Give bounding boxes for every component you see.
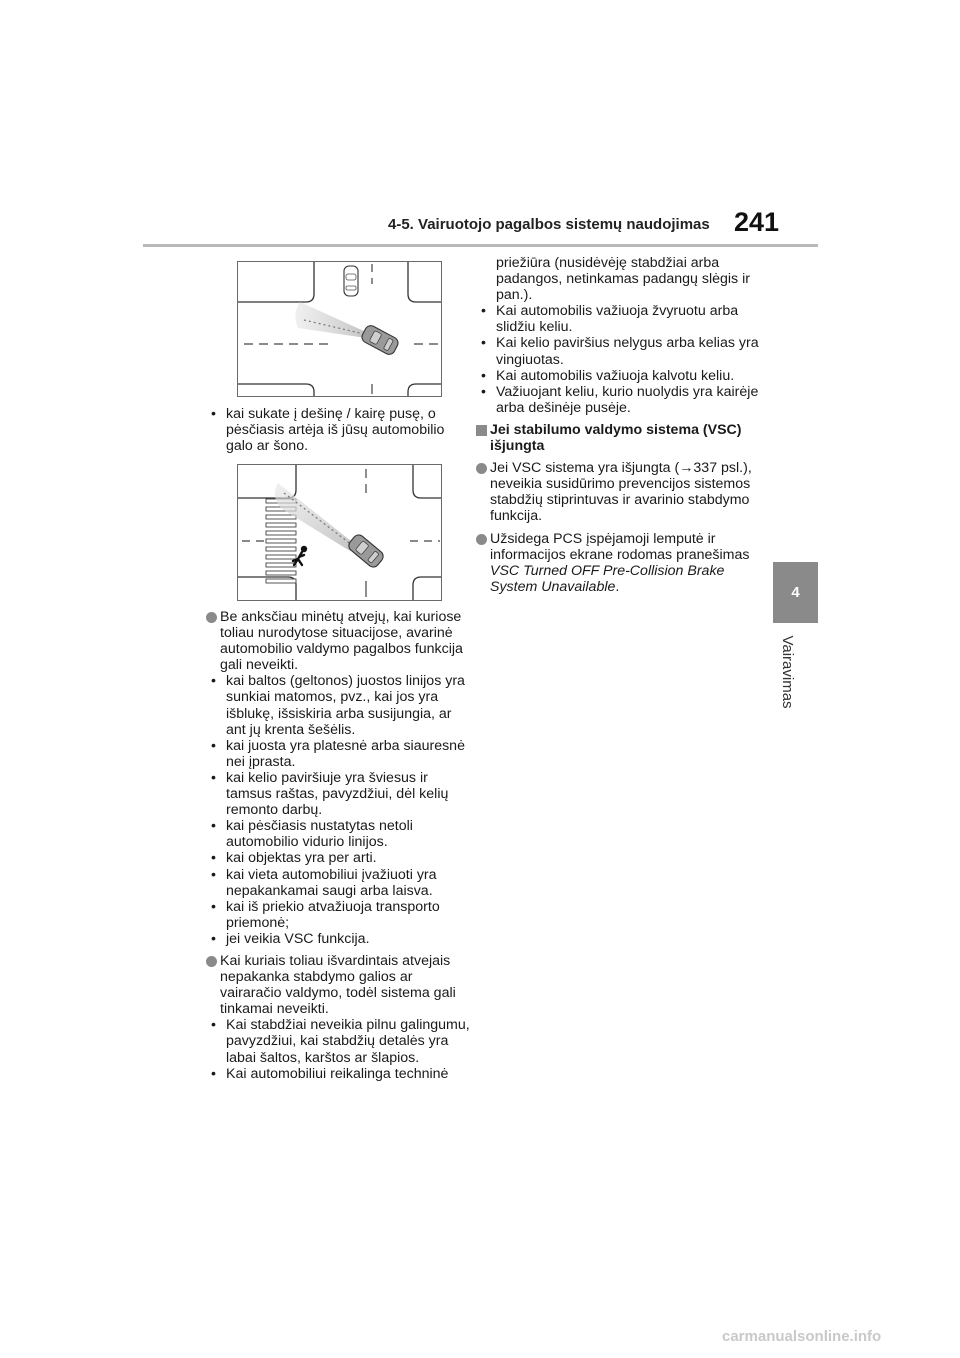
header-rule xyxy=(143,244,818,247)
conditions-intro: Be anksčiau minėtų atvejų, kai kuriose toliau nurodytose situacijose, avarinė automobilio valdymo pagalbos funkcija gali neveikti. xyxy=(206,609,471,673)
illustration-turning-car xyxy=(237,261,442,397)
left-column-block-a xyxy=(206,406,471,454)
list-item: • kai objektas yra per arti. xyxy=(206,850,471,866)
list-item: • Kai automobiliui reikalinga techninė xyxy=(206,1066,471,1082)
list-item: • Kai automobilis važiuoja žvyruotu arba slidžiu keliu. xyxy=(476,303,761,335)
list-item: • kai juosta yra platesnė arba siauresnė nei įprasta. xyxy=(206,738,471,770)
vsc-off-text-b: 337 psl.), neveikia susidūrimo prevencijos sistemos stabdžių stiprintuvas ir avarinio stabdymo funkcija. xyxy=(490,460,752,525)
list-item: • kai kelio paviršiuje yra šviesus ir tamsus raštas, pavyzdžiui, dėl kelių remonto darbų. xyxy=(206,770,471,818)
list-item: • kai pėsčiasis nustatytas netoli automobilio vidurio linijos. xyxy=(206,818,471,850)
list-item: • kai iš priekio atvažiuoja transporto priemonė; xyxy=(206,899,471,931)
chapter-tab[interactable] xyxy=(773,562,818,623)
section-title: 4-5. Vairuotojo pagalbos sistemų naudojimas xyxy=(388,216,710,233)
continuation-text: priežiūra (nusidėvėję stabdžiai arba padangos, netinkamas padangų slėgis ir pan.). xyxy=(496,255,750,304)
intersection-diagram-1 xyxy=(238,262,441,396)
vsc-off-heading: Jei stabilumo valdymo sistema (VSC) išjungta xyxy=(476,422,761,454)
page-number: 241 xyxy=(734,207,780,237)
chapter-number: 4 xyxy=(791,584,800,601)
list-item: • jei veikia VSC funkcija. xyxy=(206,931,471,947)
list-item: • Kai kelio paviršius nelygus arba kelias yra vingiuotas. xyxy=(476,335,761,367)
list-item: • Kai automobilis važiuoja kalvotu keliu. xyxy=(476,368,761,384)
list-item: • kai vieta automobiliui įvažiuoti yra nepakankamai saugi arba laisva. xyxy=(206,867,471,899)
list-item: • Kai stabdžiai neveikia pilnu galingumu, pavyzdžiui, kai stabdžių detalės yra labai šaltos, karštos ar šlapios. xyxy=(206,1017,471,1065)
braking-intro: Kai kuriais toliau išvardintais atvejais nepakanka stabdymo galios ar vairaračio valdymo, todėl sistema gali tinkamai neveikti. xyxy=(206,953,471,1017)
list-item: • kai baltos (geltonos) juostos linijos yra sunkiai matomos, pvz., kai jos yra išblukę, išsiskiria arba susijungia, ar ant jų krenta šešėlis. xyxy=(206,673,471,737)
intersection-diagram-2 xyxy=(238,465,441,600)
arrow-icon: → xyxy=(679,460,694,477)
watermark: carmanualsonline.info xyxy=(722,1328,882,1345)
left-column-block-b xyxy=(206,609,471,1082)
vsc-off-item xyxy=(476,460,761,524)
warning-item xyxy=(476,531,761,595)
chapter-label: Vairavimas xyxy=(779,635,796,709)
warning-suffix: . xyxy=(615,578,620,595)
list-item: • Važiuojant keliu, kurio nuolydis yra kairėje arba dešinėje pusėje. xyxy=(476,384,761,416)
list-item: • kai sukate į dešinę / kairę pusę, o pėsčiasis artėja iš jūsų automobilio galo ar šono. xyxy=(206,406,471,454)
right-column xyxy=(476,255,761,595)
illustration-crosswalk-pedestrian xyxy=(237,464,442,601)
warning-text: Užsidega PCS įspėjamoji lemputė ir informacijos ekrane rodomas pranešimas xyxy=(490,530,750,563)
warning-message: VSC Turned OFF Pre-Collision Brake System Unavailable xyxy=(490,562,725,595)
vsc-off-text-a: Jei VSC sistema yra išjungta ( xyxy=(490,460,680,477)
